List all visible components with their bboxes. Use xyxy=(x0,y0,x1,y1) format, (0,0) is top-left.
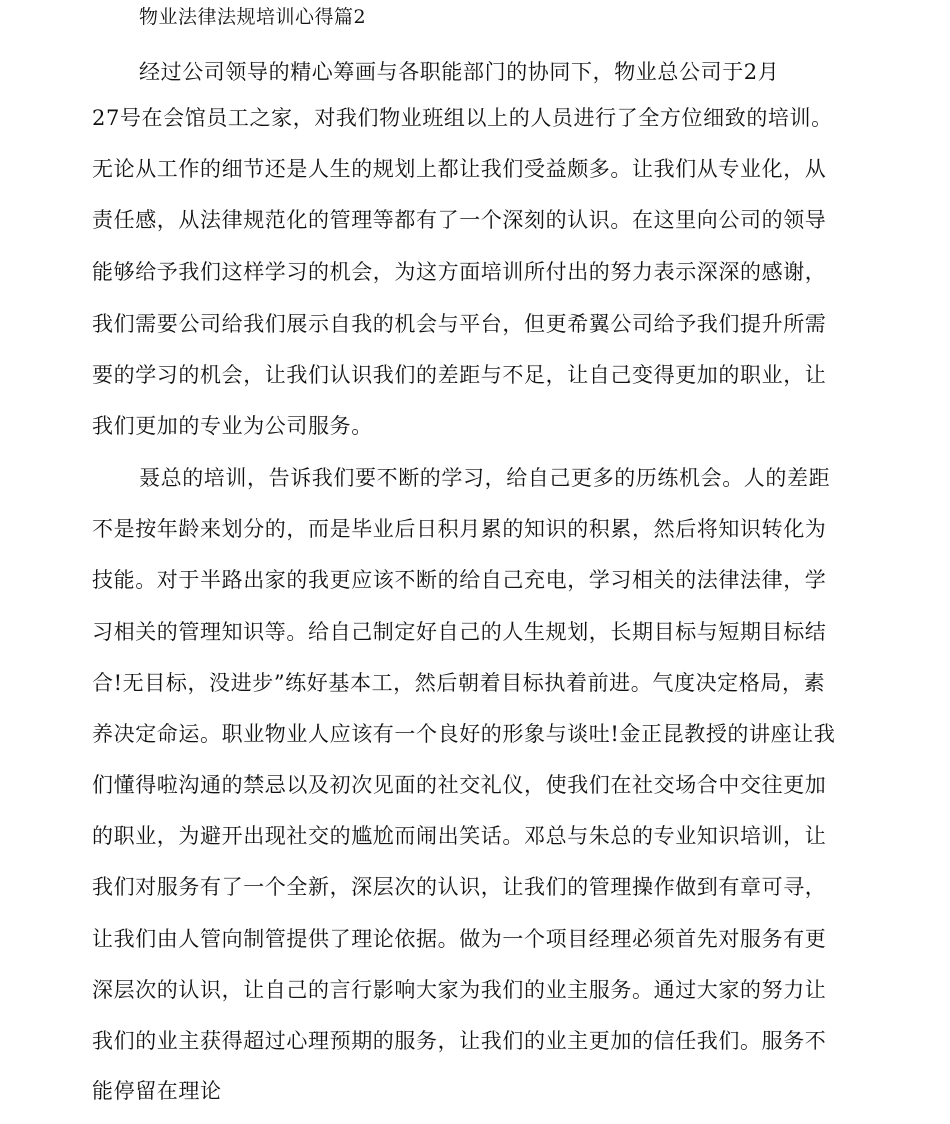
paragraph-1-line-2: 27号在会馆员工之家，对我们物业班组以上的人员进行了全方位细致的培训。 xyxy=(92,106,833,130)
paragraph-2-line-2: 不是按年龄来划分的，而是毕业后日积月累的知识的积累，然后将知识转化为 xyxy=(92,517,827,541)
paragraph-1-line-3: 无论从工作的细节还是人生的规划上都让我们受益颇多。让我们从专业化，从 xyxy=(92,157,827,181)
paragraph-2-line-4: 习相关的管理知识等。给自己制定好自己的人生规划，长期目标与短期目标结 xyxy=(92,620,827,644)
document-title: 物业法律法规培训心得篇2 xyxy=(139,6,367,28)
paragraph-2-line-7: 们懂得啦沟通的禁忌以及初次见面的社交礼仪，使我们在社交场合中交往更加 xyxy=(92,773,827,797)
paragraph-2-line-13: 能停留在理论 xyxy=(92,1079,222,1103)
paragraph-2-line-5: 合!无目标，没进步”练好基本工，然后朝着目标执着前进。气度决定格局，素 xyxy=(92,671,826,695)
paragraph-1-line-1: 经过公司领导的精心筹画与各职能部门的协同下，物业总公司于2月 xyxy=(139,60,780,84)
paragraph-2-line-12: 我们的业主获得超过心理预期的服务，让我们的业主更加的信任我们。服务不 xyxy=(92,1029,827,1053)
paragraph-1-line-6: 我们需要公司给我们展示自我的机会与平台，但更希翼公司给予我们提升所需 xyxy=(92,312,827,336)
paragraph-2-line-8: 的职业，为避开出现社交的尴尬而闹出笑话。邓总与朱总的专业知识培训，让 xyxy=(92,824,827,848)
paragraph-2-line-1: 聂总的培训，告诉我们要不断的学习，给自己更多的历练机会。人的差距 xyxy=(139,466,831,490)
paragraph-1-line-4: 责任感，从法律规范化的管理等都有了一个深刻的认识。在这里向公司的领导 xyxy=(92,208,827,232)
paragraph-2-line-9: 我们对服务有了一个全新，深层次的认识，让我们的管理操作做到有章可寻， xyxy=(92,875,827,899)
paragraph-1-line-5: 能够给予我们这样学习的机会，为这方面培训所付出的努力表示深深的感谢， xyxy=(92,260,827,284)
paragraph-1-line-8: 我们更加的专业为公司服务。 xyxy=(92,414,373,438)
paragraph-2-line-11: 深层次的认识，让自己的言行影响大家为我们的业主服务。通过大家的努力让 xyxy=(92,978,827,1002)
paragraph-2-line-3: 技能。对于半路出家的我更应该不断的给自己充电，学习相关的法律法律，学 xyxy=(92,568,827,592)
paragraph-2-line-10: 让我们由人管向制管提供了理论依据。做为一个项目经理必须首先对服务有更 xyxy=(92,927,827,951)
paragraph-2-line-6: 养决定命运。职业物业人应该有一个良好的形象与谈吐!金正昆教授的讲座让我 xyxy=(92,722,836,746)
paragraph-1-line-7: 要的学习的机会，让我们认识我们的差距与不足，让自己变得更加的职业，让 xyxy=(92,363,827,387)
